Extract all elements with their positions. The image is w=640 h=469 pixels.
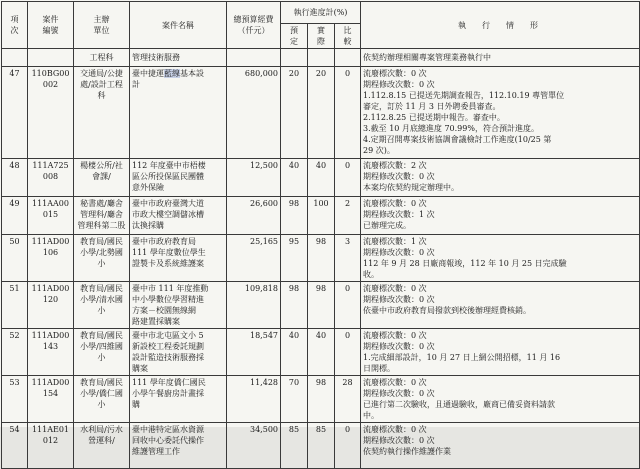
row-planned: 98 [281,282,308,329]
header-case-name: 案件名稱 [130,2,227,49]
row-no: 54 [2,423,28,469]
row-case-id: 111AD00 143 [28,329,74,376]
row-ratio: 0 [335,67,361,159]
row-status: 流廢標次數：1 次 期程修改次數：0 次 112 年 9 月 28 日廠商報竣，112 年 10 月 25 日完成驗 收。 [361,235,640,282]
table-row [2,376,640,423]
row-case-name: 112 年度臺中市梧棲 區公所投保區民團體 意外保險 [130,159,227,197]
row-case-name: 111 學年度僑仁國民 小學午餐廚房計畫採 購 [130,376,227,423]
row-no: 52 [2,329,28,376]
highlight-mark: 藍線 [164,69,180,78]
row-case-id: 111AE01 012 [28,423,74,469]
table-row [2,329,640,376]
row-planned: 40 [281,329,308,376]
category-row [2,49,640,67]
row-unit: 秘書處/廳舍 管理科/廳舍 管理科第二股 [74,197,130,235]
row-no: 47 [2,67,28,159]
row-case-name: 臺中市北屯區文小 5 新設校工程委託規劃 設計監造技術服務採 購案 [130,329,227,376]
row-actual: 20 [308,67,335,159]
header-budget: 總預算經費 （仟元） [227,2,281,49]
row-unit: 教育局/國民 小學/清水國 小 [74,282,130,329]
row-budget: 680,000 [227,67,281,159]
row-case-id: 110BG00 002 [28,67,74,159]
row-budget: 18,547 [227,329,281,376]
row-case-name: 臺中市政府教育局 111 學年度數位學生 證製卡及系統維護案 [130,235,227,282]
row-case-name: 臺中港特定區水資源 回收中心委託代操作 維護管理工作 [130,423,227,469]
row-unit: 交通局/公捷 處/設計工程 科 [74,67,130,159]
row-planned: 98 [281,197,308,235]
table-row [2,423,640,469]
row-case-name: 臺中市 111 年度推動 中小學數位學習精進 方案－校園無線網 路建置採購案 [130,282,227,329]
row-case-id: 111AD00 106 [28,235,74,282]
header-case-id: 案件 編號 [28,2,74,49]
header-ratio: 比 較 [335,24,361,49]
row-actual: 100 [308,197,335,235]
row-case-id: 111AD00 154 [28,376,74,423]
header-progress: 執行進度計(%) [281,2,361,24]
progress-table [1,1,640,469]
category-name: 管理技術服務 [130,49,227,67]
row-unit: 教育局/國民 小學/四維國 小 [74,329,130,376]
row-actual: 98 [308,376,335,423]
row-unit: 教育局/國民 小學/北勢國 小 [74,235,130,282]
header-planned: 預 定 [281,24,308,49]
row-status: 流廢標次數：0 次 期程修改次數：0 次 已進行第二次驗收，且通過驗收，廠商已備妥資料請款 中。 [361,376,640,423]
row-status: 流廢標次數：0 次 期程修改次數：0 次 1.112.8.15 已提送先期調查報告，112.10.19 專管單位 審定，訂於 11 月 3 日外聘委員審查。 2.112.8.25 已提送期中報告。審查中。 3.截至 10 月底總進度 70.99%，符合預計進度。 4.定期召開專案技術協調會議檢討工作進度(10/25 第 29 次)。 [361,67,640,159]
row-ratio: 0 [335,423,361,469]
row-ratio: 3 [335,235,361,282]
row-unit: 楊棲公所/社 會課/ [74,159,130,197]
row-ratio: 0 [335,329,361,376]
row-ratio: 2 [335,197,361,235]
table-row [2,282,640,329]
row-planned: 20 [281,67,308,159]
row-no: 49 [2,197,28,235]
table-row [2,235,640,282]
row-case-name: 臺中捷運藍線基本設 計 [130,67,227,159]
row-no: 53 [2,376,28,423]
row-planned: 70 [281,376,308,423]
row-case-id: 111A725 008 [28,159,74,197]
row-status: 流廢標次數：0 次 期程修改次數：0 次 依契約執行操作維護作業 [361,423,640,469]
row-planned: 85 [281,423,308,469]
row-budget: 26,600 [227,197,281,235]
row-case-name: 臺中市政府臺灣大道 市政大樓空調儲冰槽 汰換採購 [130,197,227,235]
header-actual: 實 際 [308,24,335,49]
row-unit: 水利局/污水 營運科/ [74,423,130,469]
category-unit: 工程科 [74,49,130,67]
row-unit: 教育局/國民 小學/僑仁國 小 [74,376,130,423]
row-status: 流廢標次數：0 次 期程修改次數：1 次 已辦理完成。 [361,197,640,235]
header-unit: 主辦 單位 [74,2,130,49]
row-actual: 98 [308,282,335,329]
row-status: 流廢標次數：2 次 期程修改次數：0 次 本案均依契約規定辦理中。 [361,159,640,197]
row-case-id: 111AD00 120 [28,282,74,329]
table-row [2,67,640,159]
row-status: 流廢標次數：0 次 期程修改次數：0 次 1.完成細部設計，10 月 27 日上網公開招標，11 月 16 日開標。 [361,329,640,376]
row-budget: 109,818 [227,282,281,329]
category-desc: 依契約辦理相關專案管理業務執行中 [361,49,640,67]
row-actual: 85 [308,423,335,469]
row-budget: 12,500 [227,159,281,197]
row-budget: 34,500 [227,423,281,469]
row-planned: 40 [281,159,308,197]
row-no: 51 [2,282,28,329]
row-actual: 40 [308,159,335,197]
row-no: 48 [2,159,28,197]
row-ratio: 0 [335,282,361,329]
row-actual: 40 [308,329,335,376]
table-row [2,197,640,235]
row-budget: 11,428 [227,376,281,423]
row-no: 50 [2,235,28,282]
row-case-id: 111AA00 015 [28,197,74,235]
row-budget: 25,165 [227,235,281,282]
header-no: 項 次 [2,2,28,49]
header-status: 執 行 情 形 [361,2,640,49]
row-status: 流廢標次數：0 次 期程修改次數：0 次 依臺中市政府教育局撥款到校後辦理經費核銷。 [361,282,640,329]
row-actual: 98 [308,235,335,282]
table-row [2,159,640,197]
row-ratio: 28 [335,376,361,423]
row-ratio: 0 [335,159,361,197]
row-planned: 95 [281,235,308,282]
